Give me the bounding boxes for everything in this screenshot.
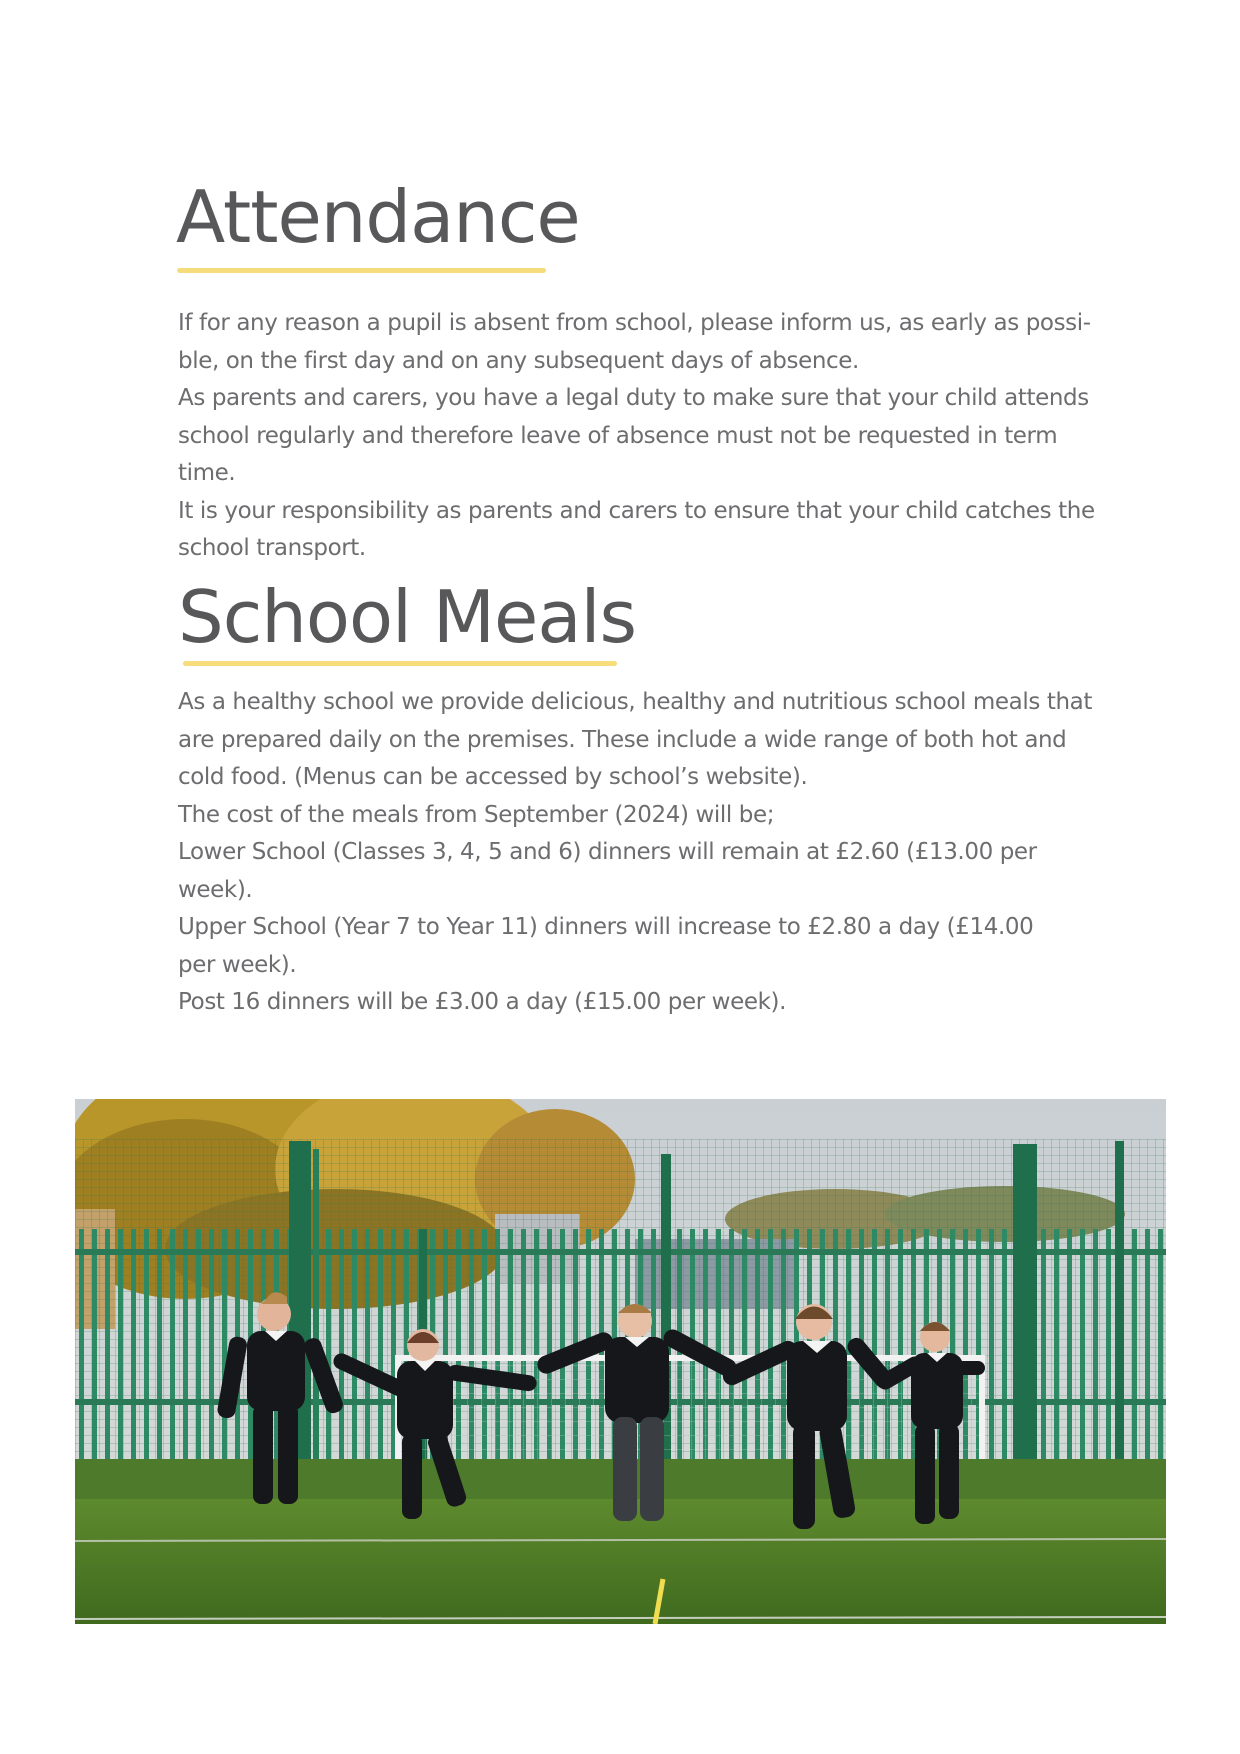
school-meals-line: week). [178, 876, 253, 903]
attendance-heading-underline [177, 268, 546, 273]
attendance-line: It is your responsibility as parents and carers to ensure that your child catches the [178, 497, 1095, 524]
school-meals-line: Upper School (Year 7 to Year 11) dinners will increase to £2.80 a day (£14.00 [178, 914, 1034, 940]
attendance-line: time. [178, 460, 236, 486]
school-meals-line: per week). [178, 951, 297, 978]
attendance-line: As parents and carers, you have a legal duty to make sure that your child attends [178, 385, 1089, 411]
attendance-heading: Attendance [176, 175, 580, 259]
school-meals-paragraph [178, 684, 1108, 1022]
school-meals-line: Post 16 dinners will be £3.00 a day (£15.00 per week). [178, 989, 786, 1015]
attendance-line: school transport. [178, 535, 366, 561]
attendance-line: If for any reason a pupil is absent from school, please inform us, as early as possi- [178, 310, 1091, 336]
attendance-paragraph [178, 305, 1108, 568]
attendance-line: ble, on the first day and on any subsequent days of absence. [178, 347, 859, 374]
attendance-line: school regularly and therefore leave of absence must not be requested in term [178, 422, 1058, 449]
school-meals-line: are prepared daily on the premises. These include a wide range of both hot and [178, 726, 1067, 753]
school-meals-line: Lower School (Classes 3, 4, 5 and 6) dinners will remain at £2.60 (£13.00 per [178, 839, 1037, 865]
students-running-photo [75, 1099, 1166, 1624]
school-meals-heading: School Meals [178, 575, 636, 659]
school-meals-line: The cost of the meals from September (2024) will be; [178, 801, 775, 828]
school-meals-line: As a healthy school we provide delicious, healthy and nutritious school meals that [178, 689, 1092, 715]
school-meals-line: cold food. (Menus can be accessed by school’s website). [178, 764, 808, 790]
school-meals-heading-underline [183, 661, 617, 666]
